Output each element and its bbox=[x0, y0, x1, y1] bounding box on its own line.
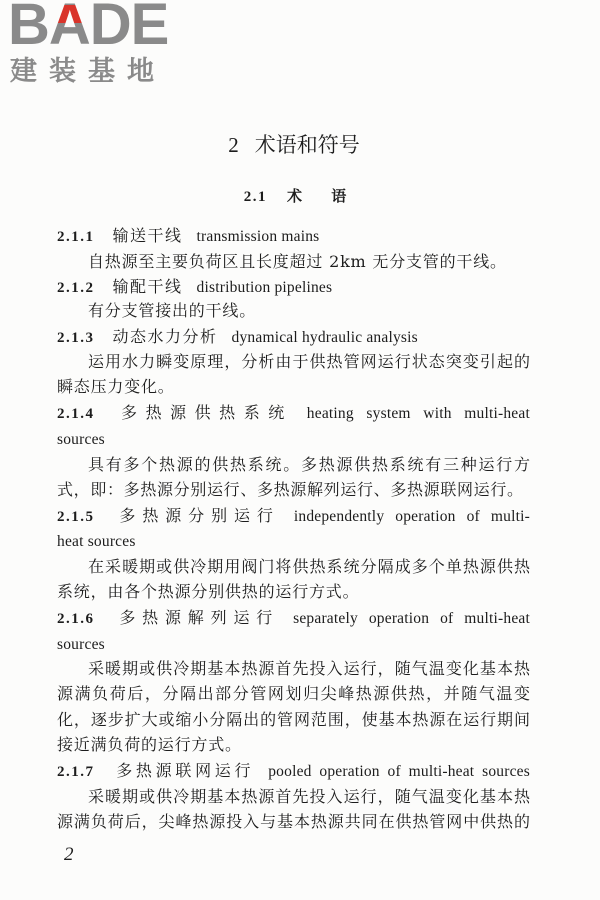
term-heading bbox=[57, 327, 530, 347]
brand-letter: E bbox=[130, 0, 169, 57]
term-zh: 多热源分别运行 bbox=[112, 506, 280, 525]
term-zh: 多热源供热系统 bbox=[112, 403, 293, 422]
term-zh: 输配干线 bbox=[112, 277, 183, 296]
term-zh: 多热源联网运行 bbox=[112, 761, 255, 780]
term-definition-line: 瞬态压力变化。 bbox=[57, 377, 175, 396]
section-name: 术 语 bbox=[287, 187, 347, 205]
term-definition-line: 式，即：多热源分别运行、多热源解列运行、多热源联网运行。 bbox=[57, 480, 523, 499]
term-en: transmission mains bbox=[196, 228, 320, 245]
term-definition-line: 具有多个热源的供热系统。多热源供热系统有三种运行方 bbox=[88, 455, 530, 474]
term-definition-line: 源满负荷后，尖峰热源投入与基本热源共同在供热管网中供热的 bbox=[57, 812, 530, 831]
brand-letter: D bbox=[89, 0, 131, 57]
brand-letter-accent: A bbox=[49, 0, 90, 57]
term-heading bbox=[57, 226, 530, 246]
term-heading bbox=[57, 277, 530, 297]
term-number: 2.1.4 bbox=[57, 406, 95, 422]
chapter-number: 2 bbox=[228, 133, 239, 157]
term-zh: 动态水力分析 bbox=[112, 327, 218, 346]
term-definition-line: 源满负荷后，分隔出部分管网划归尖峰热源供热，并随气温变 bbox=[57, 684, 530, 703]
term-en-continuation bbox=[57, 531, 530, 551]
term-heading bbox=[57, 608, 530, 628]
term-en-continuation bbox=[57, 634, 530, 654]
chapter-title bbox=[0, 132, 588, 158]
page-number: 2 bbox=[64, 844, 74, 865]
term-en-cont: sources bbox=[57, 431, 105, 448]
brand-subtitle: 建装基地 bbox=[10, 56, 166, 87]
term-number: 2.1.5 bbox=[57, 509, 95, 525]
term-number: 2.1.2 bbox=[57, 280, 95, 296]
term-definition-line: 自热源至主要负荷区且长度超过 2km 无分支管的干线。 bbox=[88, 252, 507, 271]
term-en-cont: heat sources bbox=[57, 533, 136, 550]
term-number: 2.1.1 bbox=[57, 229, 95, 245]
section-title bbox=[0, 186, 590, 207]
term-zh: 多热源解列运行 bbox=[112, 608, 280, 627]
brand-letter: B bbox=[8, 0, 49, 57]
term-definition-line: 接近满负荷的运行方式。 bbox=[57, 735, 242, 754]
term-definition-line: 系统，由各个热源分别供热的运行方式。 bbox=[57, 582, 360, 601]
term-number: 2.1.6 bbox=[57, 611, 95, 627]
term-definition-line: 采暖期或供冷期基本热源首先投入运行，随气温变化基本热 bbox=[88, 659, 530, 678]
term-heading bbox=[57, 761, 530, 781]
term-definition-line: 化，逐步扩大或缩小分隔出的管网范围，使基本热源在运行期间 bbox=[57, 710, 530, 729]
term-zh: 输送干线 bbox=[112, 226, 183, 245]
term-definition-line: 在采暖期或供冷期用阀门将供热系统分隔成多个单热源供热 bbox=[88, 557, 530, 576]
term-en: pooled operation of multi-heat sources bbox=[268, 763, 530, 780]
term-number: 2.1.7 bbox=[57, 764, 95, 780]
section-number: 2.1 bbox=[243, 189, 267, 205]
term-definition-line: 有分支管接出的干线。 bbox=[88, 301, 257, 320]
term-definition-line: 采暖期或供冷期基本热源首先投入运行，随气温变化基本热 bbox=[88, 787, 530, 806]
term-heading bbox=[57, 403, 530, 423]
term-en-cont: sources bbox=[57, 636, 105, 653]
term-number: 2.1.3 bbox=[57, 330, 95, 346]
term-en: separately operation of multi-heat bbox=[293, 610, 530, 627]
brand-logo bbox=[8, 0, 168, 56]
chapter-name: 术语和符号 bbox=[254, 133, 360, 157]
term-en: distribution pipelines bbox=[196, 279, 333, 296]
term-heading bbox=[57, 506, 530, 526]
term-en: dynamical hydraulic analysis bbox=[231, 329, 418, 346]
term-en-continuation bbox=[57, 429, 530, 449]
term-en: heating system with multi-heat bbox=[306, 405, 530, 422]
term-en: independently operation of multi- bbox=[293, 508, 530, 525]
term-definition-line: 运用水力瞬变原理，分析由于供热管网运行状态突变引起的 bbox=[88, 352, 530, 371]
